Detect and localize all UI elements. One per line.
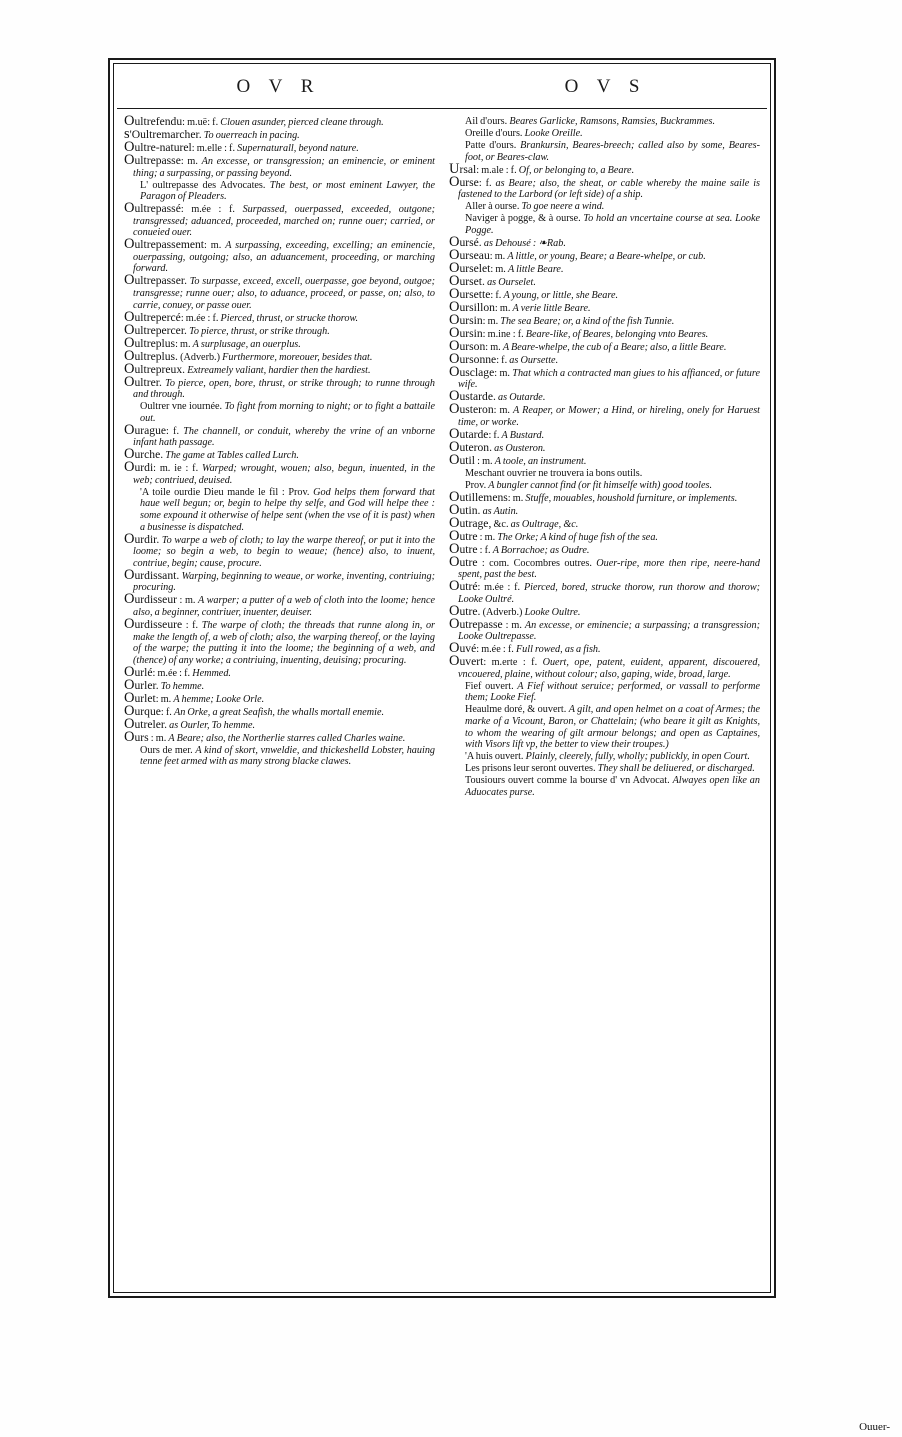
dictionary-entry (124, 113, 435, 129)
entry-definition: A kind of skort, vnweldie, and thickeshelld Lobster, hauing tenne feet armed with as many strong blacke clawes. (140, 744, 436, 768)
header-rule (117, 108, 767, 109)
entry-headword: Ourague (124, 421, 167, 438)
entry-definition: The channell, or conduit, whereby the vrine of an vnborne infant hath passage. (133, 425, 435, 449)
entry-headword: Ursal (449, 160, 477, 177)
entry-grammar: : m. (494, 302, 513, 314)
page-header (115, 66, 769, 108)
entry-grammar: : com. (477, 557, 514, 569)
dictionary-entry (449, 527, 760, 544)
dictionary-entry (124, 272, 435, 311)
dictionary-entry (124, 151, 435, 179)
entry-headword: Ousclage (449, 363, 495, 380)
dictionary-entry (449, 438, 760, 455)
dictionary-entry (449, 653, 760, 680)
entry-definition: A little, or young, Beare; a Beare-whelpe, or cub. (507, 250, 706, 262)
entry-definition: Pierced, bored, strucke thorow, run thorow and thorow; Looke Oultré. (458, 582, 761, 605)
dictionary-entry (124, 702, 435, 719)
entry-grammar: Ail d'ours. (465, 116, 510, 127)
entry-headword: Ousteron (449, 401, 494, 418)
dictionary-entry (449, 401, 760, 428)
entry-definition: To pierce, thrust, or strike through. (189, 325, 330, 337)
entry-definition: as Autin. (482, 505, 519, 517)
dictionary-entry (124, 321, 435, 338)
entry-grammar: : f. (160, 706, 174, 718)
dictionary-entry (449, 259, 760, 276)
entry-definition: The warpe of cloth; the threads that runne along in, or make the length of, a web of cloth; also, the warping thereof, or the laying of the warpe; the putting it into the loome; the beginning of a web, and (thence) of any worke; a contriuing, inuenting, deuising; procuring. (133, 619, 435, 666)
entry-grammar: : m. (489, 250, 508, 262)
entry-headword: Oultrepasse (124, 151, 181, 168)
entry-definition: That which a contracted man giues to his affianced, or future wife. (458, 367, 760, 391)
entry-grammar: : m.elle : f. (191, 142, 238, 154)
dictionary-entry (124, 334, 435, 351)
entry-definition: Furthermore, moreouer, besides that. (222, 351, 373, 363)
dictionary-entry (449, 298, 760, 315)
entry-headword: Oursonne (449, 350, 497, 367)
dictionary-entry (124, 530, 435, 570)
entry-definition: A verie little Beare. (512, 302, 591, 314)
entry-headword: Ourdi (124, 459, 154, 476)
dictionary-entry (449, 116, 760, 128)
header-left-text: O V R (236, 76, 321, 97)
entry-definition: To surpasse, exceed, excell, ouerpasse, goe beyond, outgoe; transgresse; runne ouer; also, to aduance, proceed, or passe, on; also, to carrie, conuey, or passe ouer. (133, 276, 435, 311)
entry-headword: Outin. (449, 501, 481, 518)
dictionary-entry (449, 704, 760, 750)
entry-definition: The sea Beare; or, a kind of the fish Tunnie. (500, 315, 675, 327)
dictionary-entry (124, 459, 435, 486)
dictionary-entry (449, 160, 760, 177)
dictionary-entry (124, 487, 435, 533)
entry-headword: Outrepasse (449, 615, 503, 632)
entry-headword: Ourdisseur (124, 591, 177, 608)
dictionary-entry (449, 501, 760, 518)
entry-grammar: : f. (488, 429, 502, 441)
entry-grammar: (Adverb.) (177, 351, 223, 363)
dictionary-entry (124, 745, 435, 768)
entry-headword: Oultrepercer. (124, 321, 187, 338)
dictionary-entry (449, 311, 760, 328)
entry-grammar: Ours de mer. (140, 744, 196, 756)
entry-definition: Hemmed. (192, 667, 231, 679)
entry-headword: Ouvé (449, 640, 477, 657)
entry-definition: Stuffe, mouables, houshold furniture, or implements. (525, 492, 738, 504)
entry-headword: Outreler. (124, 715, 167, 732)
entry-headword: Oultreplus. (124, 347, 178, 364)
entry-grammar: 'A toile ourdie Dieu mande le fil : Prov. (140, 486, 314, 498)
entry-grammar: : m.erte : f. (483, 657, 543, 669)
entry-definition: A Beare; also, the Northerlie starres called Charles waine. (168, 732, 406, 744)
entry-grammar: : m.ée : f. (476, 644, 516, 656)
entry-definition: A Beare-whelpe, the cub of a Beare; also, a little Beare. (502, 341, 727, 353)
entry-grammar: : m. (502, 619, 525, 631)
entry-definition: The Orke; A kind of huge fish of the sea. (497, 531, 658, 543)
entry-headword: Outillemens (449, 488, 508, 505)
entry-headword: Oultrefendu (124, 113, 183, 129)
entry-grammar: (Adverb.) (480, 606, 525, 618)
dictionary-entry (124, 347, 435, 364)
entry-definition: A surplusage, an ouerplus. (192, 338, 301, 350)
entry-headword: Oultrer. (124, 373, 162, 390)
entry-definition: as Dehousé : ❧Rab. (483, 237, 566, 249)
dictionary-entry (449, 140, 760, 163)
entry-headword: s'Oultremarcher. (124, 125, 202, 142)
entry-headword: Outrage, (449, 514, 492, 531)
dictionary-entry (449, 201, 760, 213)
entry-grammar: : m.ine : f. (482, 328, 526, 340)
entry-grammar: : m. (493, 405, 514, 417)
dictionary-entry (449, 425, 760, 442)
entry-grammar: : m.ée : f. (152, 667, 193, 679)
entry-headword: Outil (449, 451, 475, 468)
dictionary-entry (124, 360, 435, 377)
entry-grammar: : f. (490, 289, 504, 301)
entry-definition: Looke Oultre. (524, 606, 581, 618)
entry-definition: A Bustard. (501, 429, 545, 441)
entry-headword: Oultreplus (124, 334, 176, 351)
dictionary-entry (449, 553, 760, 581)
entry-definition: A gilt, and open helmet on a coat of Armes; the marke of a Vicount, Baron, or Chattelain; (who beare it gilt as Knights, to whom the wearing of gilt armour belongs; and open as Captaines, with Visors lift vp, the better to view their troupes.) (465, 704, 760, 751)
dictionary-entry (449, 233, 760, 250)
entry-headword: Oultrepassé (124, 200, 181, 217)
dictionary-entry (449, 324, 760, 341)
two-column-body (117, 112, 767, 1292)
dictionary-entry (449, 350, 760, 367)
entry-grammar: : m.ée : f. (180, 312, 221, 324)
dictionary-entry (124, 663, 435, 680)
entry-definition: as Beare; also, the sheat, or cable whereby the maine saile is fastened to the Larbord (or left side) of a ship. (458, 177, 760, 201)
dictionary-entry (124, 138, 435, 155)
entry-headword: Outre (449, 540, 478, 557)
entry-headword: Oultrepassement (124, 236, 205, 253)
entry-grammar: : f. (166, 425, 184, 437)
entry-definition: as Outarde. (498, 392, 546, 404)
entry-definition: Beare-like, of Beares, belonging vnto Beares. (525, 328, 709, 340)
entry-definition: Warped; wrought, wouen; also, begun, inuented, in the web; contriued, deuised. (133, 463, 435, 486)
entry-headword: Oursin (449, 311, 483, 328)
entry-definition: Full rowed, as a fish. (515, 644, 601, 656)
dictionary-entry (449, 468, 760, 480)
entry-grammar: Heaulme doré, & ouvert. (465, 704, 569, 716)
entry-headword: Outre (449, 553, 478, 570)
right-column (442, 112, 767, 1292)
entry-definition: A bungler cannot find (or fit himselfe with) good tooles. (488, 479, 712, 491)
entry-headword: Outarde (449, 425, 489, 442)
dictionary-entry (124, 308, 435, 325)
entry-definition: To hemme. (160, 680, 205, 692)
entry-grammar: : m. (485, 341, 503, 353)
dictionary-entry (449, 775, 760, 798)
entry-headword: Ourse (449, 173, 479, 190)
entry-definition: Brankursin, Beares-breech; called also by some, Beares-foot, or Beares-claw. (465, 139, 760, 163)
entry-grammar: L' oultrepasse des Advocates. (140, 179, 270, 191)
entry-grammar: Meschant ouvrier ne trouvera ia bons outils. (465, 467, 643, 479)
entry-definition: An excesse, or transgression; an eminencie, or eminent thing; a surpassing, or passing beyond. (133, 155, 435, 179)
entry-grammar: : m.ée : f. (180, 204, 243, 216)
entry-headword: Ourlé (124, 663, 153, 680)
entry-grammar: : m. (148, 732, 169, 744)
entry-definition: Clouen asunder, pierced cleane through. (220, 117, 384, 128)
dictionary-entry (449, 451, 760, 468)
dictionary-entry (124, 566, 435, 594)
entry-grammar: : f. (478, 177, 496, 189)
dictionary-entry (449, 514, 760, 531)
entry-definition: Surpassed, ouerpassed, exceeded, outgone; transgressed; aduanced, proceeded, marched on; runne ouer; carried, or conueied ouer. (133, 204, 436, 239)
entry-definition: An Orke, a great Seafish, the whalls mortall enemie. (173, 706, 385, 718)
entry-definition: A warper; a putter of a web of cloth into the loome; hence also, a beginner, contriuer, inuenter, deuiser. (133, 595, 435, 618)
dictionary-entry (124, 615, 435, 666)
dictionary-entry (124, 180, 435, 203)
left-column (117, 112, 442, 1292)
entry-grammar: : m. (477, 531, 498, 543)
dictionary-entry (124, 236, 435, 275)
entry-headword: Oursé. (449, 233, 482, 250)
entry-grammar: Naviger à pogge, & à ourse. (465, 213, 584, 225)
dictionary-entry (124, 200, 436, 239)
header-right-text: O V S (564, 76, 647, 97)
entry-headword: Ourler. (124, 676, 159, 693)
entry-headword: Oursette (449, 285, 491, 302)
dictionary-entry (449, 388, 760, 405)
entry-headword: Oustarde. (449, 388, 496, 405)
dictionary-entry (449, 640, 760, 657)
entry-headword: Ours (124, 728, 149, 745)
dictionary-entry (124, 591, 435, 618)
dictionary-entry (449, 213, 760, 236)
dictionary-entry (124, 421, 435, 449)
entry-grammar: : m.ée : f. (477, 582, 524, 594)
entry-definition: Supernaturall, beyond nature. (237, 142, 359, 154)
entry-headword: Oultre-naturel (124, 138, 192, 155)
dictionary-entry (449, 488, 760, 505)
dictionary-entry (449, 578, 761, 605)
entry-headword: Outre. (449, 602, 481, 619)
dictionary-entry (449, 602, 760, 619)
entry-definition: Extreamely valiant, hardier then the hardiest. (187, 364, 371, 376)
entry-grammar: : m.uë: f. (182, 117, 221, 128)
entry-headword: Ourselet (449, 259, 491, 276)
entry-grammar: Oreille d'ours. (465, 127, 525, 139)
entry-definition: An excesse, or eminencie; a surpassing; a transgression; Looke Oultrepasse. (458, 619, 760, 643)
entry-grammar: &c. (491, 518, 511, 530)
entry-definition: A little Beare. (508, 263, 564, 275)
dictionary-entry (449, 285, 760, 302)
entry-definition: as Ourselet. (487, 276, 536, 288)
entry-headword: Outeron. (449, 438, 493, 455)
entry-headword: Ouvert (449, 653, 484, 670)
entry-headword: Ourset. (449, 272, 485, 289)
entry-definition: A surpassing, exceeding, excelling; an eminencie, ouerpassing, outgoing; also, an aduancement, proceeding, or marching forward. (133, 240, 435, 275)
entry-definition: as Oursette. (509, 354, 559, 366)
entry-grammar: : m. (490, 263, 508, 275)
entry-grammar: Prov. (465, 479, 489, 491)
entry-grammar: 'A huis ouvert. (465, 751, 526, 763)
dictionary-entry (124, 689, 435, 706)
dictionary-entry (449, 173, 760, 201)
entry-definition: To ouerreach in pacing. (203, 129, 300, 141)
dictionary-entry (124, 715, 435, 732)
entry-definition: A Borrachoe; as Oudre. (492, 544, 590, 556)
dictionary-entry (124, 401, 435, 424)
entry-grammar: : f. (182, 619, 202, 631)
dictionary-entry (449, 128, 760, 140)
entry-headword: Outre (449, 527, 478, 544)
entry-definition: Warping, beginning to weaue, or worke, inventing, contriuing; procuring. (133, 570, 435, 594)
entry-definition: Pierced, thrust, or strucke thorow. (220, 312, 359, 324)
entry-definition: A hemme; Looke Orle. (173, 693, 265, 705)
entry-headword: Ourseau (449, 246, 490, 263)
entry-headword: Ourche. (124, 446, 164, 463)
entry-headword: Ourlet (124, 689, 156, 706)
entry-definition: Alwayes open like an Aduocates purse. (465, 775, 760, 798)
entry-headword: Outré (449, 578, 478, 595)
entry-definition: Ouer-ripe, more then ripe, neere-hand spent, past the best. (458, 557, 760, 581)
dictionary-entry (449, 751, 760, 763)
dictionary-entry (449, 681, 760, 704)
entry-example: Cocombres outres. (513, 557, 597, 569)
dictionary-entry (124, 446, 435, 463)
dictionary-entry (449, 337, 760, 354)
dictionary-entry (449, 615, 760, 643)
entry-definition: as Ourler, To hemme. (169, 719, 256, 731)
entry-headword: Ourdisseure (124, 615, 183, 632)
entry-headword: Oultrepercé (124, 308, 181, 325)
entry-grammar: : m. (155, 693, 174, 705)
entry-grammar: : m. (482, 315, 501, 327)
catchword: Ouuer- (859, 1421, 890, 1433)
dictionary-entry (124, 728, 435, 745)
entry-grammar: Fief ouvert. (465, 680, 518, 692)
entry-headword: Oursillon (449, 298, 495, 315)
entry-definition: Of, or belonging to, a Beare. (518, 164, 635, 176)
entry-definition: A Fief without seruice; performed, or vassall to performe them; Looke Fief. (465, 680, 760, 704)
entry-headword: Ourson (449, 337, 486, 354)
entry-grammar: : m. (474, 455, 495, 467)
entry-grammar: : f. (477, 544, 493, 556)
entry-grammar: : f. (496, 354, 510, 366)
entry-grammar: : m. (180, 155, 202, 167)
entry-definition: To fight from morning to night; or to fight a battaile out. (140, 401, 435, 424)
dictionary-entry (449, 763, 760, 775)
entry-definition: To pierce, open, bore, thrust, or strike through; to runne through and through. (133, 377, 435, 401)
entry-definition: as Oultrage, &c. (510, 518, 579, 530)
entry-headword: Oultrepreux. (124, 360, 186, 377)
entry-grammar: : m. ie : f. (153, 463, 203, 475)
entry-grammar: Les prisons leur seront ouvertes. (465, 763, 598, 775)
entry-headword: Ourdissant. (124, 566, 180, 583)
entry-headword: Oultrepasser. (124, 272, 187, 289)
dictionary-entry (449, 540, 760, 557)
entry-definition: The best, or most eminent Lawyer, the Paragon of Pleaders. (140, 179, 435, 203)
entry-definition: To hold an vncertaine course at sea. Looke Pogge. (465, 213, 760, 236)
entry-definition: A toole, an instrument. (494, 455, 587, 467)
entry-grammar: : m.ale : f. (476, 164, 519, 176)
entry-definition: Plainly, cleerely, fully, wholly; publickly, in open Court. (525, 751, 750, 763)
entry-grammar: Oultrer vne iournée. (140, 401, 225, 413)
entry-grammar: : m. (177, 595, 198, 607)
entry-grammar: Tousiours ouvert comme la bourse d' vn Advocat. (465, 775, 673, 787)
entry-grammar: Aller à ourse. (465, 201, 522, 213)
entry-definition: God helps them forward that haue well begun; or, begin to helpe thy selfe, and God will helpe thee : some expound it otherwise of helpe sent (when the vse of it is past) when a businesse is dispatched. (140, 486, 435, 533)
entry-headword: Ourque (124, 702, 161, 719)
entry-definition: Looke Oreille. (524, 127, 583, 139)
entry-grammar: : m. (204, 240, 226, 252)
entry-definition: Beares Garlicke, Ramsons, Ramsies, Buckrammes. (509, 116, 716, 127)
entry-grammar: : m. (494, 367, 513, 379)
entry-definition: To warpe a web of cloth; to lay the warpe thereof, or put it into the loome; so begin a web, to begin to weaue; (hence) also, to inuent, contriue, begin; cause, procure. (133, 534, 435, 569)
entry-definition: To goe neere a wind. (521, 201, 605, 213)
dictionary-entry (449, 246, 760, 263)
entry-definition: A young, or little, she Beare. (503, 289, 619, 301)
entry-definition: The game at Tables called Lurch. (165, 450, 299, 462)
entry-grammar: Patte d'ours. (465, 139, 521, 151)
entry-grammar: : m. (175, 338, 193, 350)
dictionary-entry (449, 363, 760, 391)
dictionary-entry (449, 272, 760, 289)
entry-definition: A Reaper, or Mower; a Hind, or hireling, onely for Haruest time, or worke. (458, 405, 760, 428)
entry-headword: Ourdir. (124, 530, 160, 547)
entry-headword: Oursin (449, 324, 483, 341)
entry-grammar: : m. (507, 492, 526, 504)
entry-definition: Ouert, ope, patent, euident, apparent, discouered, vncouered, plaine, without colour; also, gaping, wide, broad, large. (458, 657, 760, 680)
dictionary-entry (124, 125, 435, 142)
entry-definition: They shall be deliuered, or discharged. (597, 763, 755, 775)
dictionary-entry (124, 373, 435, 401)
dictionary-entry (124, 676, 435, 693)
dictionary-entry (449, 480, 760, 492)
entry-definition: as Ousteron. (494, 442, 546, 454)
